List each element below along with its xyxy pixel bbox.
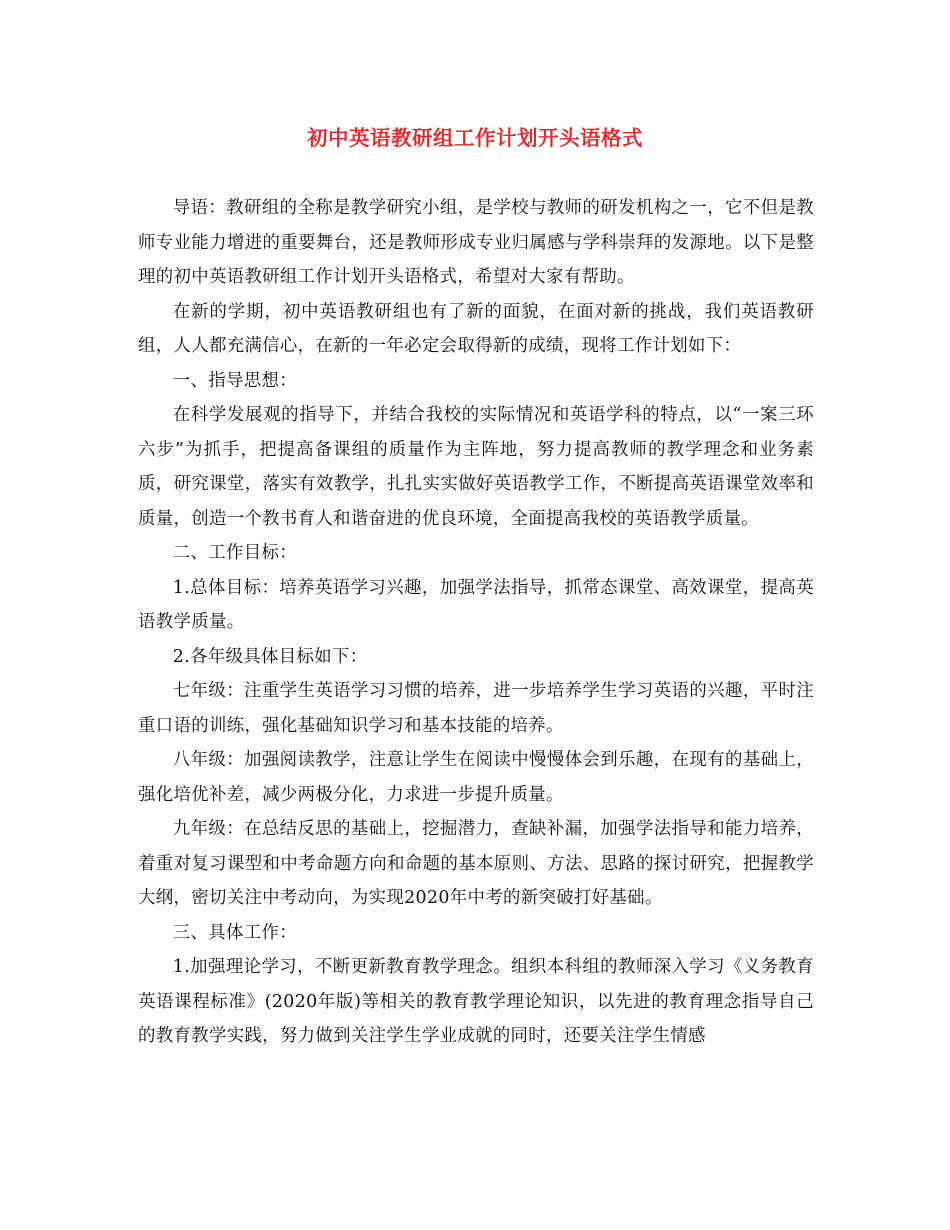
document-body: [138, 191, 814, 1054]
paragraph-grade-goals-heading: 2.各年级具体目标如下：: [172, 646, 368, 667]
paragraph-theory-study: 1.加强理论学习，不断更新教育教学理念。组织本科组的教师深入学习《义务教育英语课程标准》(2020年版)等相关的教育教学理论知识，以先进的教育理念指导自己的教育教学实践，努力做到关注学生学业成就的同时，还要关注学生情感: [138, 957, 814, 1046]
document-title: 初中英语教研组工作计划开头语格式: [307, 126, 643, 150]
paragraph-overall-goal: 1.总体目标：培养英语学习兴趣，加强学法指导，抓常态课堂、高效课堂，提高英语教学质量。: [138, 577, 814, 632]
section-heading-guiding-ideology: 一、指导思想：: [172, 370, 297, 391]
paragraph-grade-nine: 九年级：在总结反思的基础上，挖掘潜力，查缺补漏，加强学法指导和能力培养，着重对复习课型和中考命题方向和命题的基本原则、方法、思路的探讨研究，把握教学大纲，密切关注中考动向，为实现2020年中考的新突破打好基础。: [138, 819, 814, 908]
paragraph-grade-eight: 八年级：加强阅读教学，注意让学生在阅读中慢慢体会到乐趣，在现有的基础上，强化培优补差，减少两极分化，力求进一步提升质量。: [138, 750, 814, 805]
paragraph-grade-seven: 七年级：注重学生英语学习习惯的培养，进一步培养学生学习英语的兴趣，平时注重口语的训练，强化基础知识学习和基本技能的培养。: [138, 681, 814, 736]
section-heading-work-goals: 二、工作目标：: [172, 543, 297, 563]
section-heading-specific-work: 三、具体工作：: [172, 922, 297, 943]
paragraph-intro: 导语：教研组的全称是教学研究小组，是学校与教师的研发机构之一，它不但是教师专业能力增进的重要舞台，还是教师形成专业归属感与学科崇拜的发源地。以下是整理的初中英语教研组工作计划开头语格式，希望对大家有帮助。: [138, 198, 814, 287]
paragraph-guiding-ideology: 在科学发展观的指导下，并结合我校的实际情况和英语学科的特点，以“一案三环六步”为抓手，把提高备课组的质量作为主阵地，努力提高教师的教学理念和业务素质，研究课堂，落实有效教学，扎扎实实做好英语教学工作，不断提高英语课堂效率和质量，创造一个教书育人和谐奋进的优良环境，全面提高我校的英语教学质量。: [138, 405, 814, 529]
paragraph-opening: 在新的学期，初中英语教研组也有了新的面貌，在面对新的挑战，我们英语教研组，人人都充满信心，在新的一年必定会取得新的成绩，现将工作计划如下：: [138, 301, 814, 356]
